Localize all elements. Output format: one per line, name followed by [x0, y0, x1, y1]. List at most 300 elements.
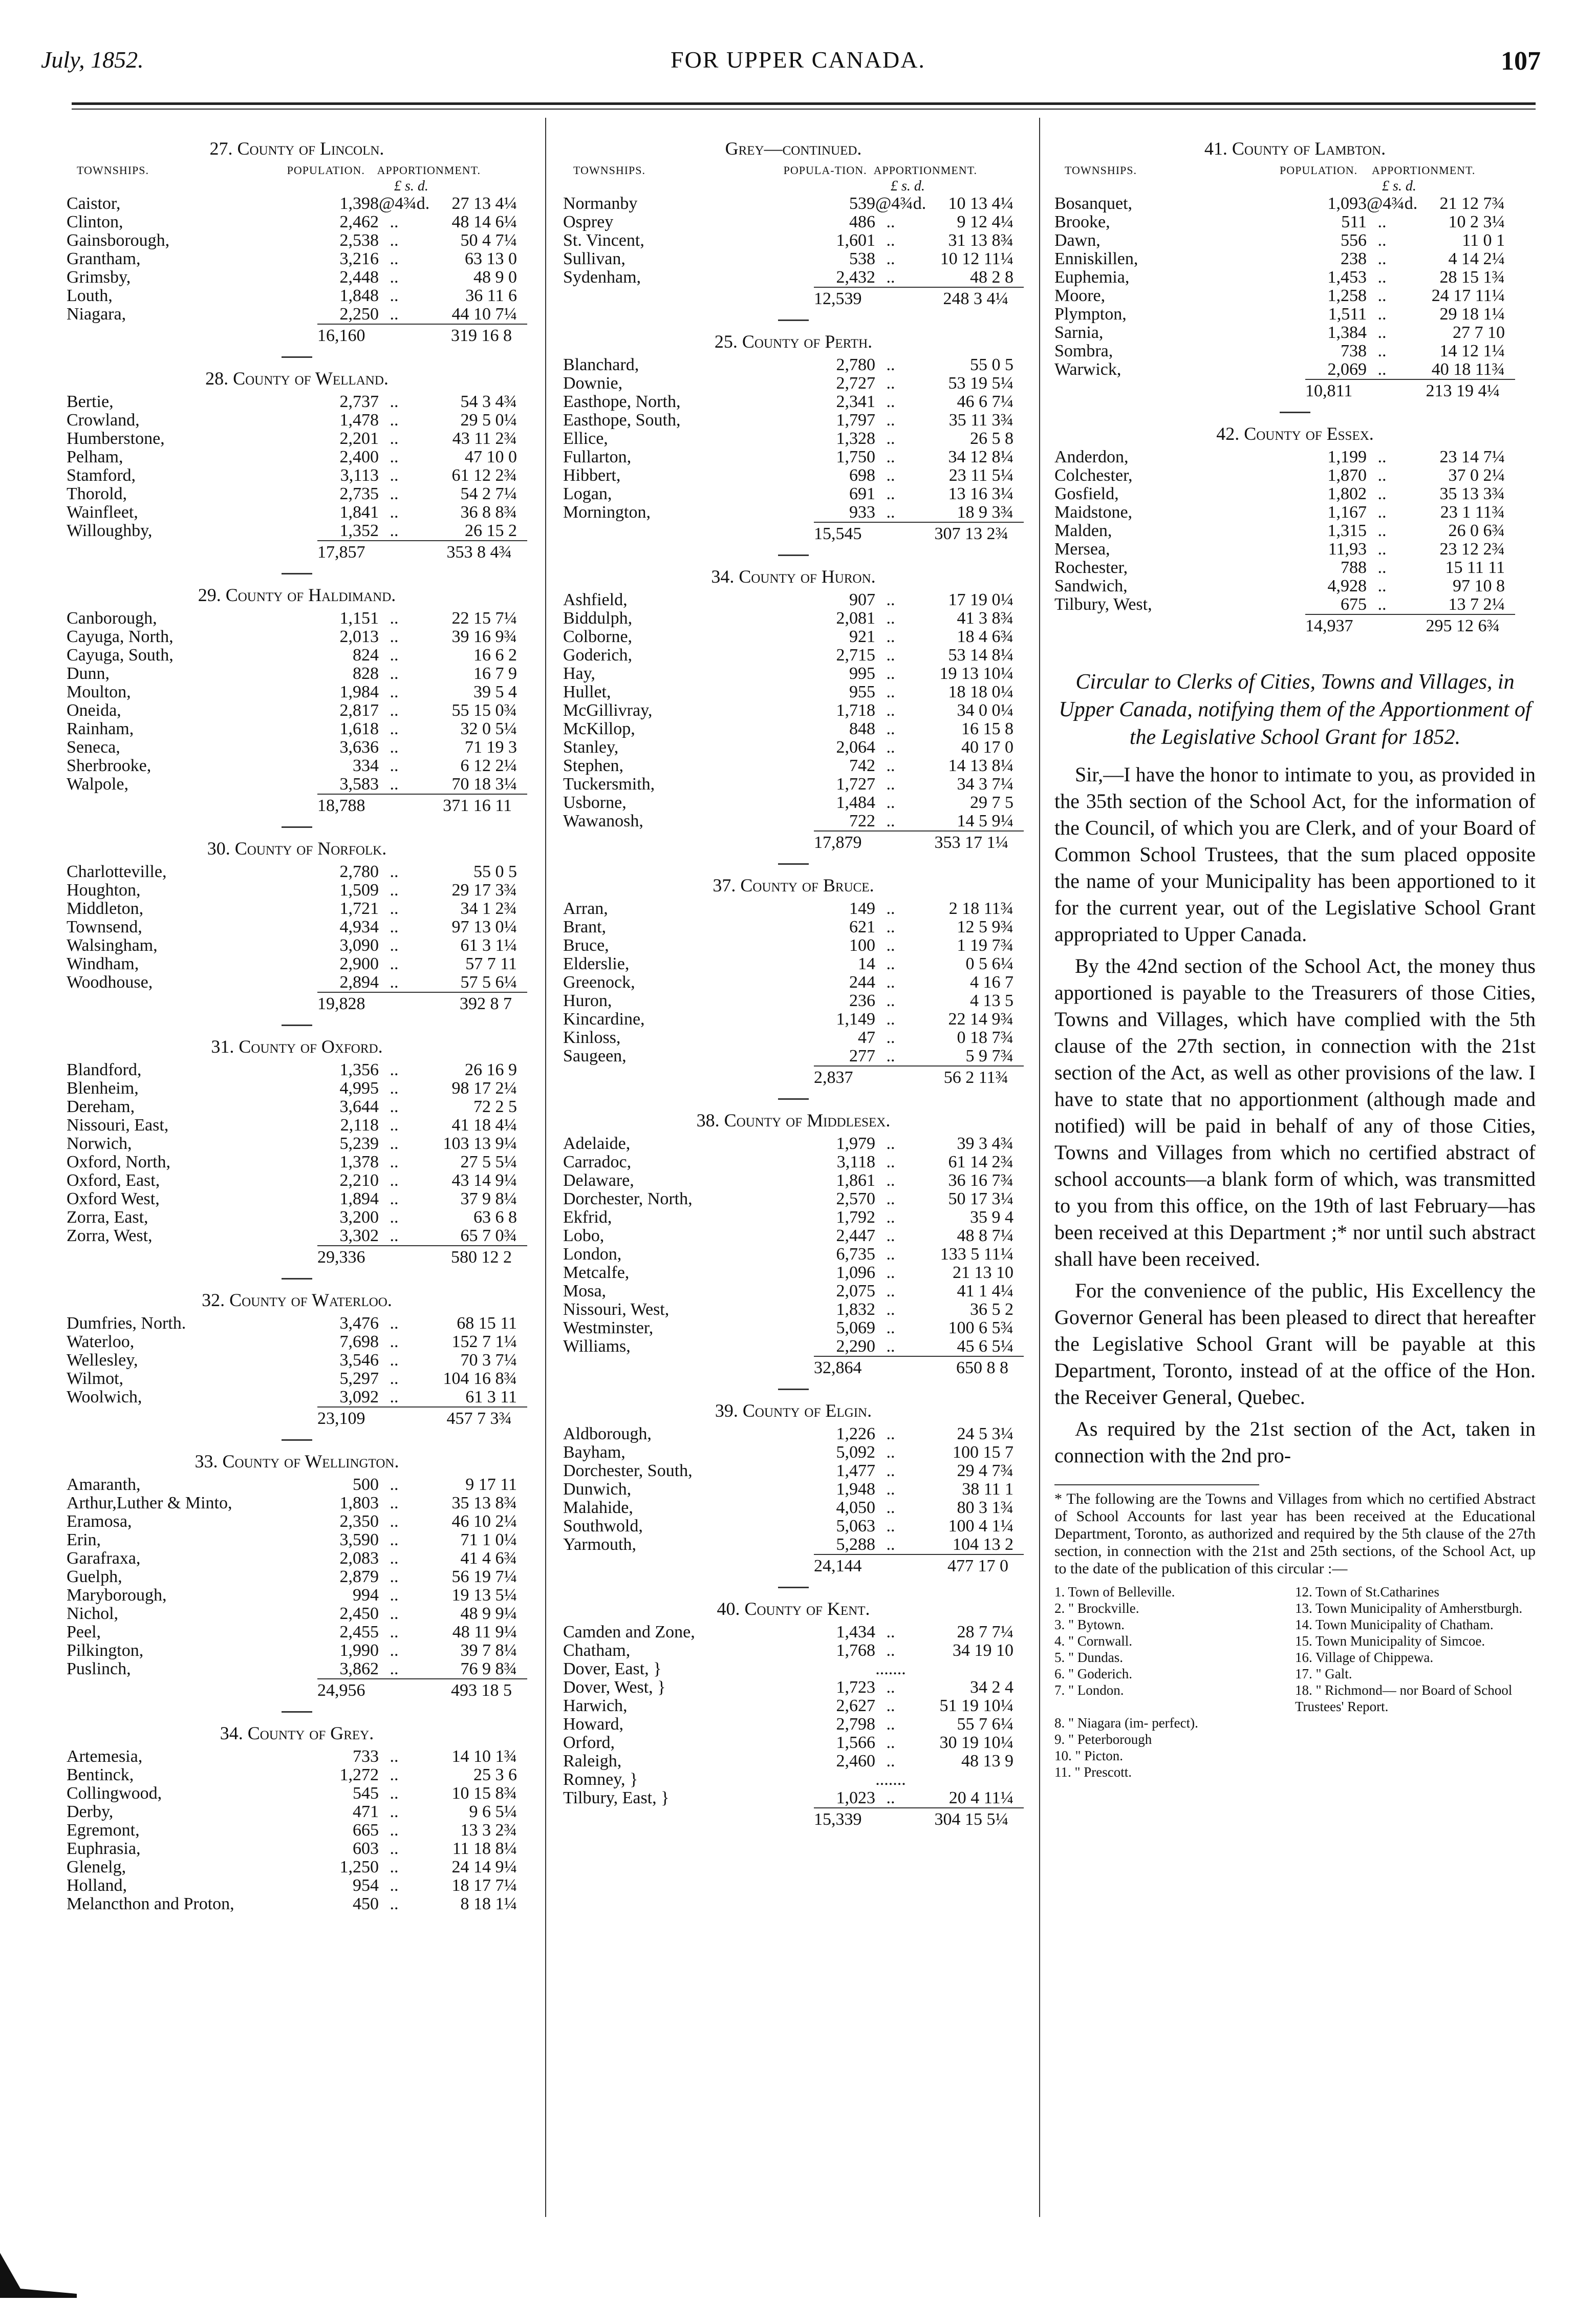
apportionment: 41 3 8¾ — [957, 609, 1013, 628]
township-name: Dover, East, } — [563, 1660, 662, 1678]
apportionment: 28 7 7¼ — [957, 1623, 1013, 1641]
table-row — [67, 1314, 527, 1333]
apportionment: 50 17 3¼ — [948, 1189, 1013, 1208]
township-name: Walpole, — [67, 775, 128, 794]
rate: .. — [886, 1318, 895, 1337]
rate: .. — [390, 1226, 399, 1245]
rate: .. — [1377, 577, 1387, 595]
population: 2,081 — [836, 609, 875, 628]
population: 933 — [849, 503, 875, 522]
township-name: Westminster, — [563, 1319, 654, 1337]
apportionment: 41 18 4¼ — [451, 1116, 517, 1135]
apportionment: 10 2 3¼ — [1448, 212, 1505, 231]
town-entry: 9. " Peterborough — [1054, 1732, 1152, 1747]
table-row — [563, 411, 1024, 430]
table-row — [67, 1190, 527, 1208]
total-apportionment: 392 8 7 — [460, 994, 512, 1013]
table-row — [67, 430, 527, 448]
apportionment: 29 4 7¾ — [957, 1461, 1013, 1480]
population: 2,879 — [339, 1567, 379, 1586]
rate: .. — [390, 1332, 399, 1351]
total-apportionment: 248 3 4¼ — [943, 289, 1008, 308]
total-row — [317, 794, 527, 817]
total-population: 18,788 — [317, 796, 365, 815]
table-row — [563, 918, 1024, 936]
township-name: Arthur,Luther & Minto, — [67, 1494, 232, 1512]
apportionment: 65 7 0¾ — [460, 1226, 517, 1245]
total-apportionment: 319 16 8 — [451, 326, 512, 345]
rate: .. — [1377, 558, 1387, 577]
table-row — [563, 1245, 1024, 1264]
township-name: Rainham, — [67, 720, 134, 738]
rate: .. — [390, 1641, 399, 1660]
population: 2,727 — [836, 374, 875, 393]
apportionment: 56 19 7¼ — [451, 1567, 517, 1586]
township-name: Guelph, — [67, 1568, 122, 1586]
column-left — [67, 128, 527, 1913]
population: 1,023 — [836, 1788, 875, 1807]
table-row — [67, 231, 527, 250]
rate: .. — [390, 212, 399, 231]
table-row — [563, 1264, 1024, 1282]
township-name: Southwold, — [563, 1517, 643, 1536]
table-row — [67, 1549, 527, 1568]
town-entry: 18. " Richmond— nor Board of School Trustees' Report. — [1295, 1682, 1513, 1714]
rate: .. — [390, 1765, 399, 1784]
table-row — [67, 1370, 527, 1388]
apportionment: 34 1 2¾ — [460, 899, 517, 918]
population: 1,723 — [836, 1678, 875, 1697]
township-name: Normanby — [563, 195, 638, 213]
township-name: Ellice, — [563, 430, 608, 448]
county-table — [563, 1399, 1024, 1588]
township-name: Colchester, — [1054, 466, 1133, 485]
town-entry: 7. " London. — [1054, 1682, 1124, 1698]
county-table — [563, 137, 1024, 321]
apportionment: 17 19 0¼ — [948, 590, 1013, 609]
apportionment: 48 14 6¼ — [451, 212, 517, 231]
population: 1,802 — [1327, 484, 1367, 503]
heading-townships: TOWNSHIPS. — [77, 164, 149, 177]
township-name: Dorchester, North, — [563, 1190, 693, 1208]
rate: .. — [390, 719, 399, 738]
population: 1,478 — [339, 411, 379, 430]
table-row — [67, 1895, 527, 1913]
township-name: Oxford, East, — [67, 1171, 160, 1190]
population: 722 — [849, 812, 875, 830]
table-row — [67, 1061, 527, 1079]
township-name: Brooke, — [1054, 213, 1110, 231]
rate: .. — [886, 249, 895, 268]
apportionment: 61 3 11 — [465, 1388, 517, 1406]
apportionment: 48 13 9 — [961, 1752, 1013, 1771]
apportionment: 39 3 4¾ — [957, 1134, 1013, 1153]
apportionment: 19 13 5¼ — [451, 1586, 517, 1605]
table-row — [67, 1840, 527, 1858]
township-name: Wilmot, — [67, 1370, 124, 1388]
table-row — [563, 609, 1024, 628]
table-row — [67, 287, 527, 305]
apportionment: 28 15 1¾ — [1439, 268, 1505, 287]
population: 2,341 — [836, 392, 875, 411]
rate: .. — [390, 1189, 399, 1208]
total-row — [814, 1807, 1024, 1831]
township-name: Rochester, — [1054, 559, 1128, 577]
apportionment: 43 14 9¼ — [451, 1171, 517, 1190]
footnote: * The following are the Towns and Villages from which no certified Abstract of School Accounts for last year has been received at the Educational Department, Toronto, as authorized and required by the 5th clause of the 27th section, in connection with the 21st and 25th sections, of the School Act, up to the date of the publication of this circular :— — [1054, 1490, 1536, 1577]
rate: .. — [886, 1641, 895, 1660]
population: 1,984 — [339, 683, 379, 701]
section-separator — [778, 863, 809, 865]
heading-townships: TOWNSHIPS. — [1065, 164, 1137, 177]
table-row — [67, 628, 527, 646]
rate: .. — [886, 1788, 895, 1807]
population: 5,288 — [836, 1535, 875, 1554]
township-name: Canborough, — [67, 609, 157, 628]
population: 1,832 — [836, 1300, 875, 1319]
table-row — [67, 1623, 527, 1641]
column-headings — [67, 163, 527, 178]
apportionment: 16 15 8 — [961, 719, 1013, 738]
apportionment: 46 6 7¼ — [957, 392, 1013, 411]
county-title: 40. County of Kent. — [717, 1598, 870, 1619]
table-row — [563, 1208, 1024, 1227]
table-row — [563, 466, 1024, 485]
table-row — [1054, 595, 1536, 614]
population: 2,350 — [339, 1512, 379, 1531]
apportionment: 70 3 7¼ — [460, 1351, 517, 1370]
header-rule — [72, 102, 1536, 105]
table-row — [563, 936, 1024, 955]
township-name: Euphrasia, — [67, 1840, 141, 1858]
table-row — [563, 485, 1024, 503]
population: 2,400 — [339, 447, 379, 466]
apportionment: 76 9 8¾ — [460, 1659, 517, 1678]
rate: .. — [886, 503, 895, 522]
column-divider — [1039, 118, 1040, 2217]
rate: .. — [390, 249, 399, 268]
apportionment: 68 15 11 — [457, 1314, 517, 1333]
rate: .. — [886, 1153, 895, 1171]
rate: .. — [886, 1028, 895, 1047]
total-population: 2,837 — [814, 1068, 853, 1087]
total-population: 17,879 — [814, 833, 862, 852]
rate: .. — [390, 1388, 399, 1406]
population: 603 — [353, 1839, 379, 1858]
county-title: 29. County of Haldimand. — [198, 585, 396, 605]
population: 1,484 — [836, 793, 875, 812]
population: 3,092 — [339, 1388, 379, 1406]
township-name: Yarmouth, — [563, 1536, 636, 1554]
table-row — [1054, 485, 1536, 503]
rate: .. — [886, 1208, 895, 1227]
rate: .. — [886, 590, 895, 609]
county-table — [67, 1450, 527, 1713]
rate: .. — [390, 775, 399, 794]
population: 3,590 — [339, 1530, 379, 1549]
rate: .. — [1377, 360, 1387, 379]
rate: .. — [390, 609, 399, 628]
population: 1,721 — [339, 899, 379, 918]
table-row — [563, 1715, 1024, 1734]
rate: .. — [886, 1263, 895, 1282]
rate: .. — [390, 1060, 399, 1079]
table-row — [67, 918, 527, 936]
apportionment: 72 2 5 — [473, 1097, 517, 1116]
rate: .. — [1377, 484, 1387, 503]
apportionment: 23 14 7¼ — [1439, 447, 1505, 466]
apportionment: 41 4 6¾ — [460, 1549, 517, 1568]
table-row — [67, 1747, 527, 1766]
apportionment: 44 10 7¼ — [451, 305, 517, 324]
township-name: Delaware, — [563, 1171, 634, 1190]
township-name: Gosfield, — [1054, 485, 1119, 503]
apportionment: 34 12 8¼ — [948, 447, 1013, 466]
apportionment: 36 8 8¾ — [460, 503, 517, 522]
table-row — [563, 1536, 1024, 1554]
apportionment: 71 19 3 — [465, 738, 517, 757]
population: 1,384 — [1327, 323, 1367, 342]
township-name: Nissouri, East, — [67, 1116, 169, 1135]
apportionment: 40 17 0 — [961, 738, 1013, 757]
table-row — [67, 1476, 527, 1494]
population: 4,928 — [1327, 577, 1367, 595]
rate: .. — [390, 1475, 399, 1494]
table-row — [1054, 360, 1536, 379]
rate: .. — [886, 1443, 895, 1462]
table-row — [67, 863, 527, 881]
table-row — [67, 720, 527, 738]
table-row — [67, 213, 527, 231]
township-name: Raleigh, — [563, 1752, 622, 1771]
township-name: Grantham, — [67, 250, 141, 268]
table-row — [1054, 577, 1536, 595]
apportionment: 40 18 11¾ — [1431, 360, 1505, 379]
table-row — [67, 665, 527, 683]
table-row — [563, 1623, 1024, 1641]
township-name: Dunwich, — [563, 1480, 632, 1499]
population: 1,803 — [339, 1494, 379, 1512]
population: 824 — [353, 646, 379, 665]
apportionment: 46 10 2¼ — [451, 1512, 517, 1531]
apportionment: 36 11 6 — [465, 286, 517, 305]
apportionment: 23 11 5¼ — [948, 466, 1013, 485]
population: 5,069 — [836, 1318, 875, 1337]
rate: .. — [390, 466, 399, 485]
table-row — [67, 881, 527, 900]
apportionment: 39 7 8¼ — [460, 1641, 517, 1660]
section-separator — [282, 1278, 312, 1280]
rate: @4¾d. — [875, 194, 926, 213]
currency-units: £ s. d. — [1382, 178, 1416, 194]
section-separator — [778, 1389, 809, 1390]
table-row — [563, 1462, 1024, 1480]
apportionment: 35 9 4 — [970, 1208, 1013, 1227]
rate: .. — [390, 862, 399, 881]
township-name: Nichol, — [67, 1605, 119, 1623]
section-separator — [282, 826, 312, 828]
township-name: Eramosa, — [67, 1512, 132, 1531]
township-name: Willoughby, — [67, 522, 153, 540]
table-row — [563, 1697, 1024, 1715]
township-name: Holland, — [67, 1876, 127, 1895]
township-name: Usborne, — [563, 794, 627, 812]
township-name: Walsingham, — [67, 936, 158, 955]
table-row — [67, 775, 527, 794]
township-name: Sullivan, — [563, 250, 626, 268]
apportionment: 51 19 10¼ — [939, 1696, 1013, 1715]
county-title: Grey—continued. — [725, 138, 862, 159]
township-name: Melancthon and Proton, — [67, 1895, 234, 1913]
population: 1,453 — [1327, 268, 1367, 287]
township-name: Huron, — [563, 992, 612, 1010]
apportionment: 0 18 7¾ — [957, 1028, 1013, 1047]
rate: .. — [390, 973, 399, 992]
table-row — [67, 1512, 527, 1531]
township-name: Osprey — [563, 213, 614, 231]
apportionment: 24 17 11¼ — [1431, 286, 1505, 305]
apportionment: 2 18 11¾ — [948, 899, 1013, 918]
apportionment: 50 4 7¼ — [460, 231, 517, 250]
population: 1,797 — [836, 411, 875, 430]
rate: .. — [886, 738, 895, 757]
population: 2,432 — [836, 268, 875, 287]
population: 5,092 — [836, 1443, 875, 1462]
apportionment: 24 5 3¼ — [957, 1424, 1013, 1443]
county-title: 31. County of Oxford. — [211, 1036, 383, 1057]
heading-townships: TOWNSHIPS. — [573, 164, 646, 177]
rate: .. — [390, 1512, 399, 1531]
county-title: 34. County of Huron. — [711, 566, 876, 587]
table-row — [563, 955, 1024, 973]
table-row — [563, 1337, 1024, 1356]
rate: .. — [886, 411, 895, 430]
table-row — [1054, 195, 1536, 213]
apportionment: 29 18 1¼ — [1439, 305, 1505, 324]
population: 238 — [1341, 249, 1367, 268]
rate: .. — [390, 231, 399, 250]
township-name: McGillivray, — [563, 701, 653, 720]
population: 14 — [858, 954, 875, 973]
section-separator — [778, 319, 809, 321]
township-name: Townsend, — [67, 918, 142, 936]
rate: .. — [390, 503, 399, 522]
apportionment: 61 3 1¼ — [460, 936, 517, 955]
currency-units: £ s. d. — [891, 178, 925, 194]
township-name: Waterloo, — [67, 1333, 135, 1351]
township-name: Seneca, — [67, 738, 120, 757]
county-title: 32. County of Waterloo. — [202, 1290, 392, 1310]
rate: .. — [390, 447, 399, 466]
total-apportionment: 353 17 1¼ — [934, 833, 1008, 852]
population: 1,509 — [339, 881, 379, 900]
town-entry: 14. Town Municipality of Chatham. — [1295, 1617, 1494, 1632]
total-population: 32,864 — [814, 1358, 862, 1377]
table-row — [1054, 213, 1536, 231]
population: 2,083 — [339, 1549, 379, 1568]
apportionment: 34 19 10 — [953, 1641, 1013, 1660]
page-header — [41, 46, 1541, 87]
total-row — [814, 830, 1024, 854]
rate: .. — [390, 1314, 399, 1333]
rate: .. — [1377, 305, 1387, 324]
table-row — [563, 757, 1024, 775]
township-name: Wawanosh, — [563, 812, 643, 830]
population: 1,750 — [836, 447, 875, 466]
apportionment: 11 0 1 — [1462, 231, 1505, 250]
total-row — [317, 324, 527, 347]
table-row — [563, 1029, 1024, 1047]
apportionment: 10 12 11¼ — [940, 249, 1013, 268]
population: 1,328 — [836, 429, 875, 448]
table-row — [67, 738, 527, 757]
table-row — [563, 900, 1024, 918]
township-name: Malahide, — [563, 1499, 633, 1517]
township-name: McKillop, — [563, 720, 635, 738]
population: 921 — [849, 627, 875, 646]
rate: .. — [886, 1010, 895, 1029]
table-row — [563, 812, 1024, 830]
rate: .. — [390, 1369, 399, 1388]
population: 742 — [849, 756, 875, 775]
apportionment — [906, 1660, 1019, 1678]
rate: .. — [390, 1351, 399, 1370]
table-row — [563, 448, 1024, 466]
township-name: Maidstone, — [1054, 503, 1133, 522]
population: 5,239 — [339, 1134, 379, 1153]
table-row — [1054, 250, 1536, 268]
population: 2,462 — [339, 212, 379, 231]
currency-units: £ s. d. — [394, 178, 428, 194]
population: 995 — [849, 664, 875, 683]
township-name: Kincardine, — [563, 1010, 645, 1029]
table-row — [563, 1641, 1024, 1660]
population: 3,476 — [339, 1314, 379, 1333]
table-row — [67, 1605, 527, 1623]
population: 2,201 — [339, 429, 379, 448]
township-name: Erin, — [67, 1531, 101, 1549]
town-entry: 1. Town of Belleville. — [1054, 1584, 1175, 1600]
apportionment: 18 18 0¼ — [948, 683, 1013, 701]
rate: .. — [886, 355, 895, 374]
township-name: Stamford, — [67, 466, 136, 485]
table-row — [67, 1858, 527, 1876]
township-name: Crowland, — [67, 411, 140, 430]
apportionment: 48 9 0 — [473, 268, 517, 287]
table-row — [67, 485, 527, 503]
table-row — [67, 1171, 527, 1190]
apportionment: 35 13 3¾ — [1439, 484, 1505, 503]
table-row — [563, 1771, 1024, 1789]
total-row — [1305, 614, 1515, 637]
total-apportionment: 371 16 11 — [443, 796, 512, 815]
population: 471 — [353, 1802, 379, 1821]
apportionment: 27 7 10 — [1453, 323, 1505, 342]
apportionment: 152 7 1¼ — [451, 1332, 517, 1351]
circular-paragraph: For the convenience of the public, His Excellency the Governor General has been pleased to direct that hereafter the Legislative School Grant will be payable at this Department, Toronto, instead of at the office of the Hon. the Receiver General, Quebec. — [1054, 1279, 1536, 1409]
heading-population: POPULATION. — [287, 164, 365, 177]
apportionment: 31 13 8¾ — [948, 231, 1013, 250]
population: 1,272 — [339, 1765, 379, 1784]
population: 1,979 — [836, 1134, 875, 1153]
table-row — [67, 683, 527, 701]
rate: .. — [886, 756, 895, 775]
county-title: 30. County of Norfolk. — [207, 838, 387, 859]
population: 621 — [849, 918, 875, 936]
section-separator — [282, 573, 312, 574]
apportionment: 4 14 2¼ — [1448, 249, 1505, 268]
table-row — [1054, 448, 1536, 466]
